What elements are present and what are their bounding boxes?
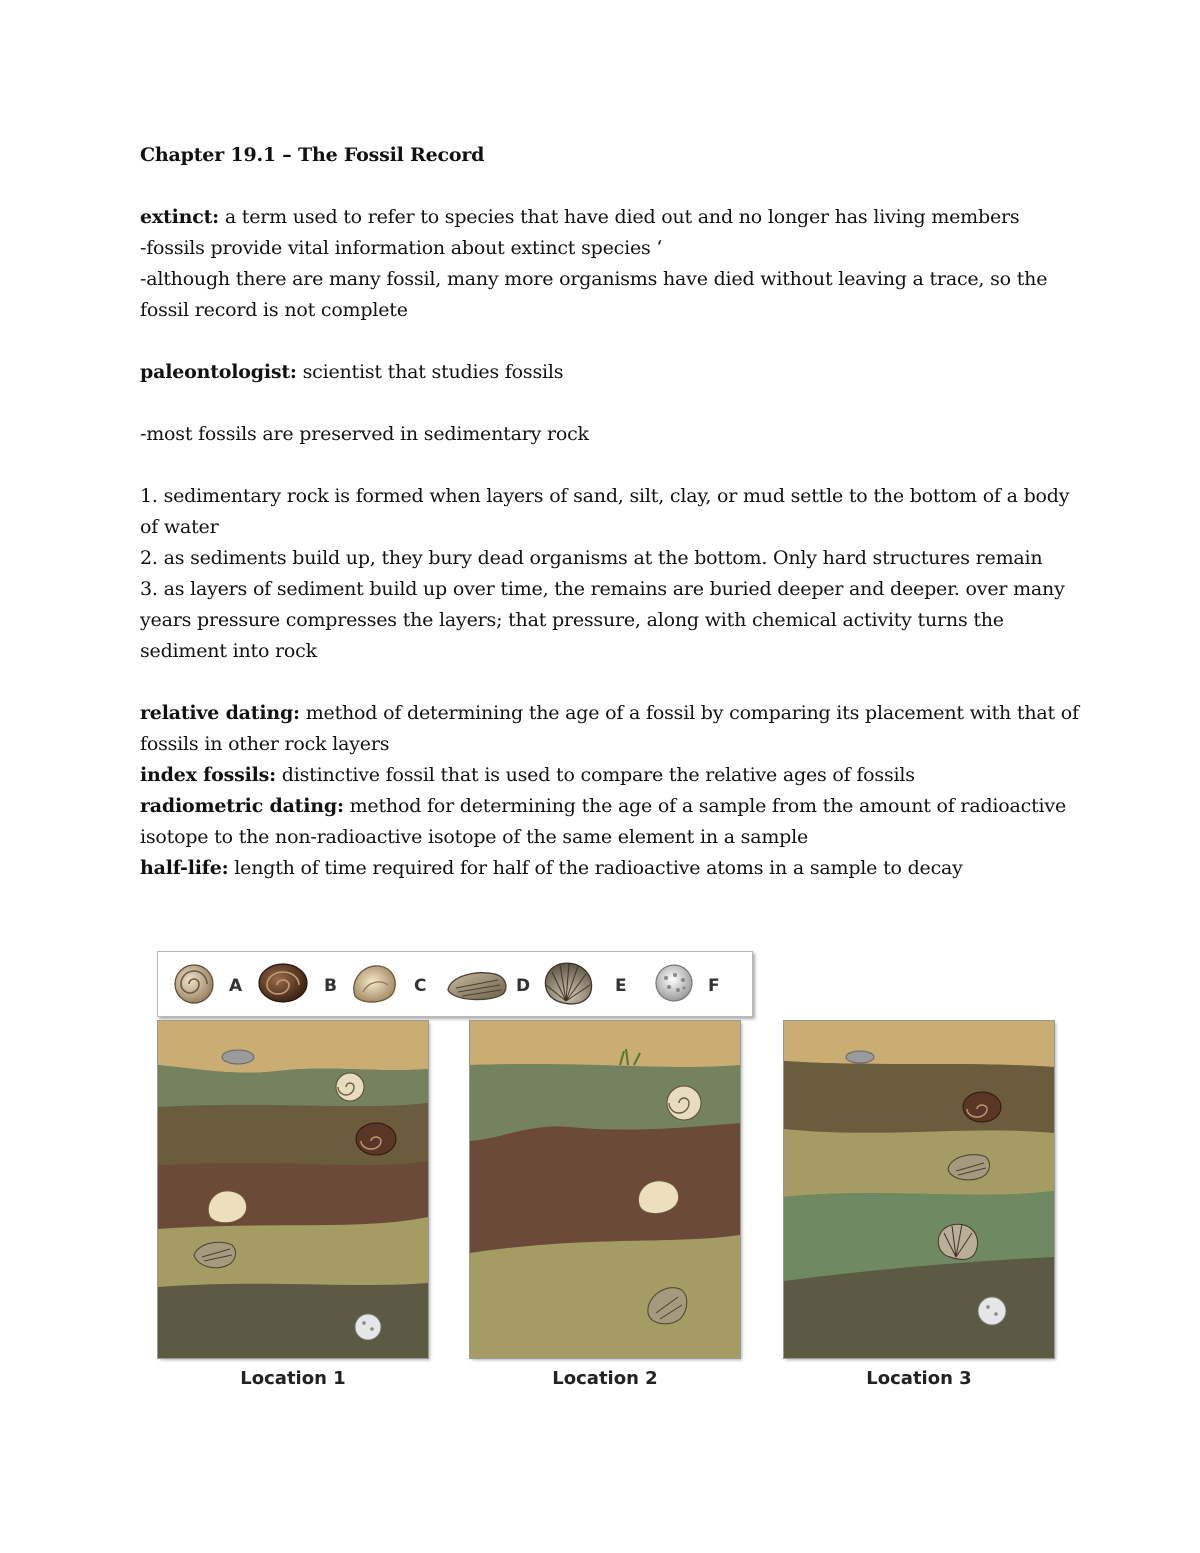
step-2: 2. as sediments build up, they bury dead organisms at the bottom. Only hard structures remain	[140, 547, 1043, 569]
soil-layer	[470, 1021, 740, 1067]
scallop-shell-icon	[545, 963, 591, 1004]
legend-letter-d: D	[516, 976, 531, 996]
extinct-note-2: -although there are many fossil, many more organisms have died without leaving a trace, so the fossil record is not complete	[140, 268, 1048, 321]
definition-index-fossils: distinctive fossil that is used to compare the relative ages of fossils	[275, 764, 915, 786]
definition-paleontologist: scientist that studies fossils	[296, 361, 564, 383]
document-body	[140, 140, 1080, 884]
half-life-definition	[140, 853, 1080, 884]
radiometric-dating-definition	[140, 791, 1080, 853]
fossil-f	[978, 1297, 1006, 1325]
fossil-c	[638, 1181, 678, 1214]
location-2-panel	[470, 1021, 740, 1358]
step-1: 1. sedimentary rock is formed when layers of sand, silt, clay, or mud settle to the bottom of a body of water	[140, 485, 1070, 538]
index-fossils-definition	[140, 760, 1080, 791]
relative-dating-definition	[140, 698, 1080, 760]
brown-layer	[470, 1123, 740, 1253]
location-3-label: Location 3	[866, 1368, 972, 1389]
legend-letter-b: B	[324, 976, 337, 996]
ammonite-dark-icon	[259, 964, 307, 1002]
term-paleontologist: paleontologist:	[140, 361, 297, 383]
term-half-life: half-life:	[140, 857, 229, 879]
location-3-panel	[784, 1021, 1054, 1358]
fossil-c	[208, 1191, 246, 1223]
ammonite-light-icon	[175, 965, 213, 1003]
fossil-a	[336, 1073, 364, 1101]
legend-item-b	[259, 964, 337, 1002]
legend-item-f	[656, 965, 720, 1001]
soil-layer	[158, 1021, 428, 1073]
legend-letter-a: A	[229, 976, 243, 996]
paleontologist-definition	[140, 357, 1080, 388]
fossil-f	[355, 1314, 381, 1340]
legend-item-d	[448, 973, 530, 1000]
extinct-note-1: -fossils provide vital information about extinct species ‘	[140, 237, 663, 259]
definition-half-life: length of time required for half of the radioactive atoms in a sample to decay	[228, 857, 963, 879]
legend-letter-f: F	[708, 976, 720, 996]
fossil-a	[667, 1086, 701, 1120]
step-3: 3. as layers of sediment build up over time, the remains are buried deeper and deeper. over many years pressure compresses the layers; that pressure, along with chemical activity turns the sediment into rock	[140, 578, 1065, 662]
location-2-label: Location 2	[552, 1368, 658, 1389]
soil-layer	[784, 1021, 1054, 1067]
extinct-definition	[140, 202, 1080, 233]
brown-layer	[158, 1161, 428, 1229]
trilobite-icon	[448, 973, 506, 1000]
definition-radiometric-dating: method for determining the age of a sample from the amount of radioactive isotope to the non-radioactive isotope of the same element in a sample	[140, 795, 1066, 848]
term-index-fossils: index fossils:	[140, 764, 276, 786]
legend-item-c	[354, 966, 427, 1002]
khaki-layer	[784, 1129, 1054, 1197]
coral-fossil-icon	[656, 965, 692, 1001]
green-gray-layer	[158, 1065, 428, 1107]
term-radiometric-dating: radiometric dating:	[140, 795, 344, 817]
term-extinct: extinct:	[140, 206, 219, 228]
definition-relative-dating: method of determining the age of a fossil by comparing its placement with that of fossils in other rock layers	[140, 702, 1079, 755]
definition-extinct: a term used to refer to species that have died out and no longer has living members	[218, 206, 1020, 228]
page-title: Chapter 19.1 – The Fossil Record	[140, 144, 485, 166]
legend-item-a	[175, 965, 243, 1003]
fossil-b	[963, 1092, 1001, 1122]
olive-brown-layer	[784, 1061, 1054, 1133]
legend-item-e	[545, 963, 626, 1004]
fossil-legend	[157, 951, 753, 1017]
term-relative-dating: relative dating:	[140, 702, 300, 724]
location-1-panel	[158, 1021, 428, 1358]
oyster-shell-icon	[354, 966, 396, 1002]
legend-letter-c: C	[414, 976, 427, 996]
fossil-e	[938, 1224, 977, 1259]
fossil-b	[356, 1123, 396, 1155]
sedimentary-note: -most fossils are preserved in sedimentary rock	[140, 423, 589, 445]
location-1-label: Location 1	[240, 1368, 346, 1389]
legend-letter-e: E	[615, 976, 627, 996]
